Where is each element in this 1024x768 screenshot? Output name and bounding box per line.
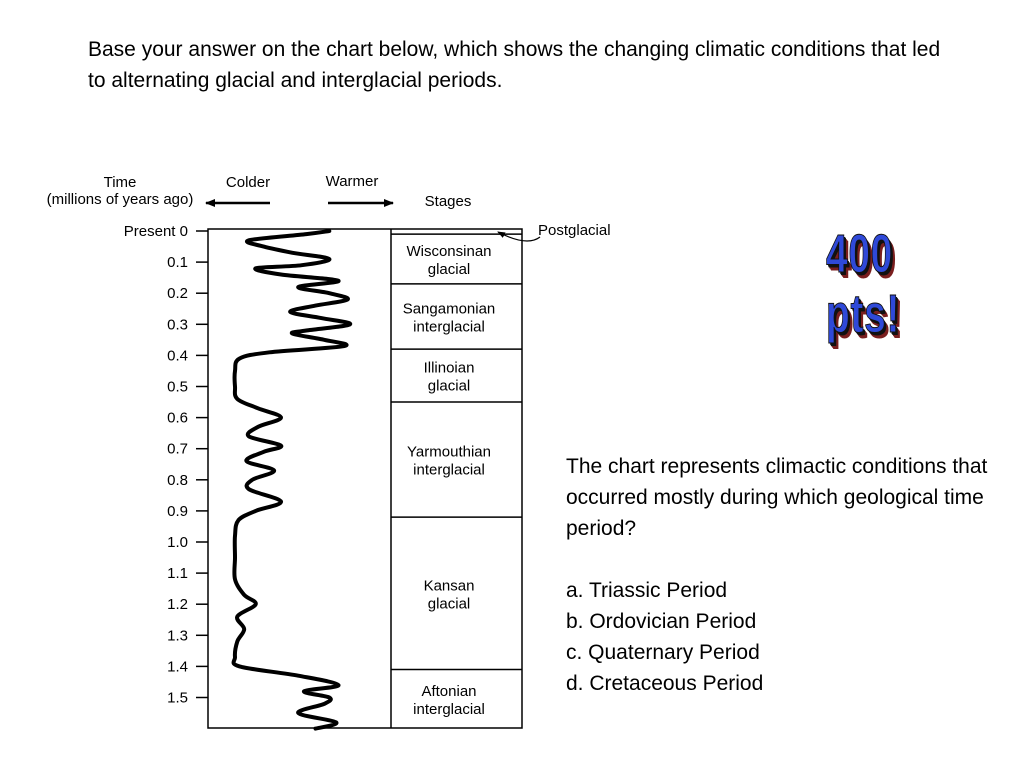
stages-title: Stages bbox=[424, 193, 472, 210]
stage-column bbox=[391, 234, 522, 718]
stage-label: Kansan bbox=[423, 577, 475, 595]
y-tick-label: 0.3 bbox=[167, 316, 188, 334]
answer-option-b[interactable]: b. Ordovician Period bbox=[566, 610, 757, 633]
answer-option-c[interactable]: c. Quaternary Period bbox=[566, 641, 760, 664]
postglacial-pointer bbox=[498, 232, 540, 241]
stage-label: glacial bbox=[427, 260, 471, 278]
axis-title-line1: Time bbox=[103, 174, 137, 191]
stage-label: interglacial bbox=[413, 461, 485, 479]
y-tick-label: 0.7 bbox=[167, 440, 188, 458]
axis-title-line2: (millions of years ago) bbox=[46, 191, 194, 208]
climate-curve bbox=[233, 231, 350, 729]
y-tick-label: 1.2 bbox=[167, 596, 188, 614]
intro-text: Base your answer on the chart below, which shows the changing climatic conditions that led to alternating glacial and interglacial periods. bbox=[88, 38, 941, 92]
y-tick-label: 1.3 bbox=[167, 627, 188, 645]
answer-options bbox=[566, 575, 1006, 699]
y-tick-label: 1.4 bbox=[167, 658, 188, 676]
y-tick-label: 0.2 bbox=[167, 285, 188, 303]
postglacial-label: Postglacial bbox=[538, 222, 611, 239]
y-tick-label: 0.9 bbox=[167, 502, 188, 520]
stage-label: Illinoian bbox=[423, 359, 475, 377]
y-tick-label: 1.5 bbox=[167, 689, 188, 707]
y-tick-label: 1.1 bbox=[167, 565, 188, 583]
y-tick-label: 1.0 bbox=[167, 534, 188, 551]
colder-label: Colder bbox=[225, 174, 271, 191]
points-badge: 400 pts! bbox=[826, 224, 901, 344]
y-tick-label: 0.6 bbox=[167, 409, 188, 427]
y-tick-label: 0.5 bbox=[167, 378, 188, 396]
y-tick-label: 0.8 bbox=[167, 471, 188, 489]
y-tick-label: 0.4 bbox=[167, 347, 188, 365]
question-block bbox=[566, 451, 1006, 699]
stage-label: interglacial bbox=[413, 700, 485, 718]
stage-label: Yarmouthian bbox=[407, 443, 491, 461]
stage-label: glacial bbox=[427, 377, 471, 395]
answer-option-d[interactable]: d. Cretaceous Period bbox=[566, 672, 764, 695]
y-tick-label: 0.1 bbox=[167, 254, 188, 272]
warmer-label: Warmer bbox=[325, 173, 379, 190]
answer-option-a[interactable]: a. Triassic Period bbox=[566, 579, 728, 602]
stage-label: interglacial bbox=[413, 318, 485, 336]
question-prompt: The chart represents climactic conditions that occurred mostly during which geological time period? bbox=[566, 455, 988, 540]
stage-label: Aftonian bbox=[421, 682, 477, 700]
stage-label: Wisconsinan bbox=[406, 242, 492, 260]
stage-label: glacial bbox=[427, 595, 471, 613]
stage-label: Sangamonian bbox=[402, 300, 496, 318]
y-axis-ticks bbox=[124, 223, 208, 707]
y-tick-label: Present 0 bbox=[123, 223, 188, 240]
